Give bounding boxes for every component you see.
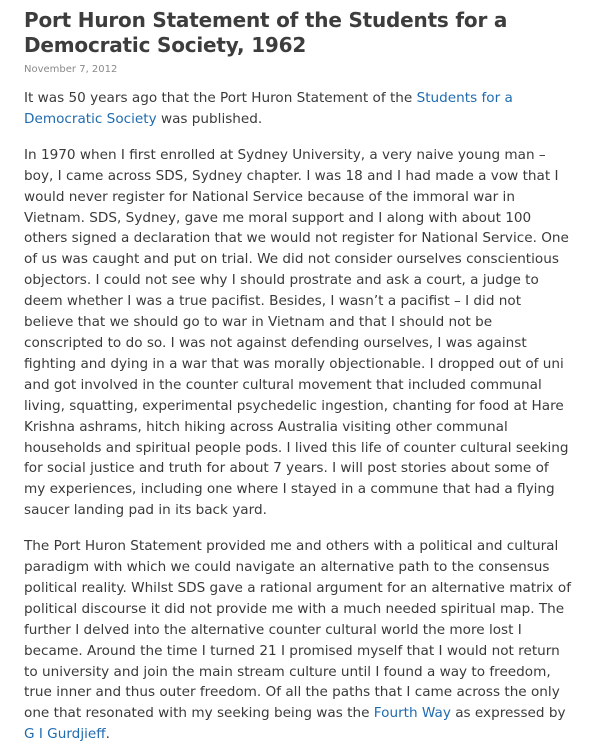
paragraph-intro <box>24 88 572 130</box>
paragraph-port-huron-end: . <box>105 726 110 743</box>
paragraph-intro-text-end: was published. <box>156 110 263 127</box>
post-date: November 7, 2012 <box>24 64 118 75</box>
gurdjieff-link[interactable]: G I Gurdjieff <box>24 726 106 743</box>
post-body <box>24 88 572 745</box>
paragraph-port-huron <box>24 536 572 745</box>
paragraph-port-huron-text: The Port Huron Statement provided me and others with a political and cultural paradigm with which we could navigate an alternative path to the consensus political reality. Whilst SDS gave a rational argument for an alternative matrix of political discourse it did not provide me with a much needed spiritual map. The further I delved into the alternative counter cultural world the more lost I became. Around the time I turned 21 I promised myself that I would not return to university and join the main stream culture until I found a way to freedom, true inner and thus outer freedom. Of all the paths that I came across the only one that resonated with my seeking being was the <box>24 538 571 722</box>
sds-link[interactable]: Students for a Democratic Society <box>24 90 513 127</box>
fourth-way-link[interactable]: Fourth Way <box>373 705 451 722</box>
paragraph-intro-text: It was 50 years ago that the Port Huron Statement of the <box>24 90 417 106</box>
post-title: Port Huron Statement of the Students for a Democratic Society, 1962 <box>24 8 508 57</box>
paragraph-sydney: In 1970 when I first enrolled at Sydney University, a very naive young man – boy, I came across SDS, Sydney chapter. I was 18 and I had made a vow that I would never register for National Service because of the immoral war in Vietnam. SDS, Sydney, gave me moral support and I along with about 100 others signed a declaration that we would not register for National Service. One of us was caught and put on trial. We did not consider ourselves conscientious objectors. I could not see why I should prostrate and ask a court, a judge to deem whether I was a true pacifist. Besides, I wasn’t a pacifist – I did not believe that we should go to war in Vietnam and that I should not be conscripted to do so. I was not against defending ourselves, I was against fighting and dying in a war that was morally objectionable. I dropped out of uni and got involved in the counter cultural movement that included communal living, squatting, experimental psychedelic ingestion, chanting for food at Hare Krishna ashrams, hitch hiking across Australia visiting other communal households and spiritual people pods. I lived this life of counter cultural seeking for social justice and truth for about 7 years. I will post stories about some of my experiences, including one where I stayed in a commune that had a flying saucer landing pad in its back yard. <box>24 146 569 519</box>
paragraph-port-huron-middle: as expressed by <box>450 705 566 722</box>
